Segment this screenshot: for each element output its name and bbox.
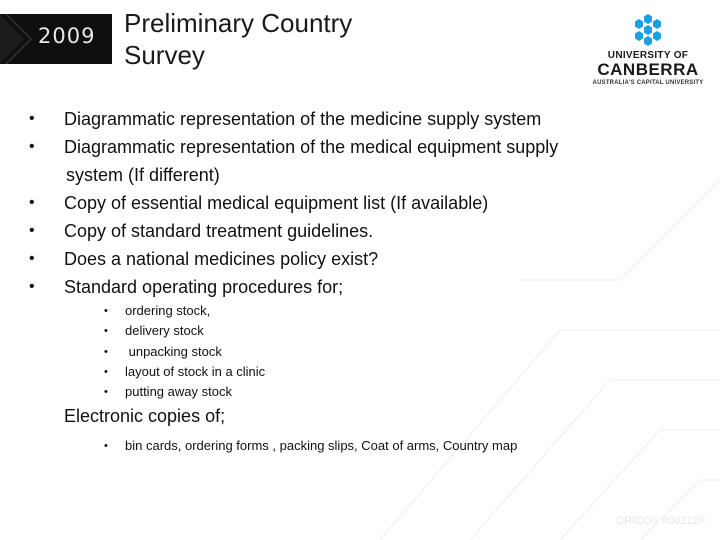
bullet-icon: • [104, 386, 108, 399]
sub-list-item [104, 301, 504, 321]
list-item [28, 133, 648, 161]
page-title [124, 7, 424, 71]
bullet-icon: • [29, 222, 35, 239]
bullet-icon: • [29, 110, 35, 127]
list-item-text: system (If different) [66, 165, 220, 185]
list-item-text: Standard operating procedures for; [64, 277, 344, 297]
bullet-icon: • [104, 325, 108, 338]
sub-list-item-text: putting away stock [125, 384, 232, 400]
procedures-sub-list [104, 301, 504, 402]
bullet-icon: • [29, 250, 35, 267]
cricos-code: CRICOS #00212K [616, 515, 706, 527]
list-item-continuation [28, 161, 648, 189]
logo-tagline: AUSTRALIA'S CAPITAL UNIVERSITY [592, 80, 704, 86]
bullet-icon: • [29, 194, 35, 211]
logo-text-university-of: UNIVERSITY OF [607, 50, 689, 61]
sub-list-item [104, 342, 504, 362]
bullet-icon: • [104, 365, 108, 378]
sub-list-item-text: unpacking stock [125, 343, 222, 359]
university-logo [586, 12, 710, 92]
list-item [28, 217, 648, 245]
sub-list-item-text: ordering stock, [125, 303, 211, 318]
bullet-icon: • [29, 278, 35, 295]
year-label: 2009 [38, 24, 96, 48]
bullet-icon: • [104, 345, 108, 358]
page-title-line-1: Preliminary Country [124, 8, 353, 38]
hexagon-cluster-icon [630, 12, 666, 48]
logo-text-canberra: CANBERRA [597, 60, 699, 79]
list-item-text: Does a national medicines policy exist? [64, 249, 379, 269]
list-item [28, 189, 648, 217]
list-item-text: Diagrammatic representation of the medicine supply system [64, 109, 542, 129]
page-title-line-2: Survey [124, 40, 205, 70]
sub-list-item [104, 382, 504, 402]
list-item-text: Copy of essential medical equipment list (If available) [64, 193, 489, 213]
sub-list-item [104, 436, 624, 456]
list-item-text: Diagrammatic representation of the medical equipment supply [64, 137, 559, 157]
electronic-copies-heading: Electronic copies of; [64, 406, 226, 426]
year-tab [0, 14, 112, 64]
electronic-copies-list [104, 436, 624, 456]
sub-list-item [104, 362, 504, 382]
list-item-text: Copy of standard treatment guidelines. [64, 221, 374, 241]
sub-list-item-text: bin cards, ordering forms , packing slips, Coat of arms, Country map [125, 438, 518, 453]
sub-list-item-text: delivery stock [125, 323, 204, 339]
list-item [28, 105, 648, 133]
bullet-icon: • [104, 440, 108, 452]
list-item [28, 273, 648, 301]
list-item [28, 245, 648, 273]
bullet-icon: • [29, 138, 35, 155]
main-bullet-list [28, 105, 648, 301]
bullet-icon: • [104, 305, 108, 317]
sub-list-item [104, 321, 504, 341]
sub-list-item-text: layout of stock in a clinic [125, 363, 266, 379]
